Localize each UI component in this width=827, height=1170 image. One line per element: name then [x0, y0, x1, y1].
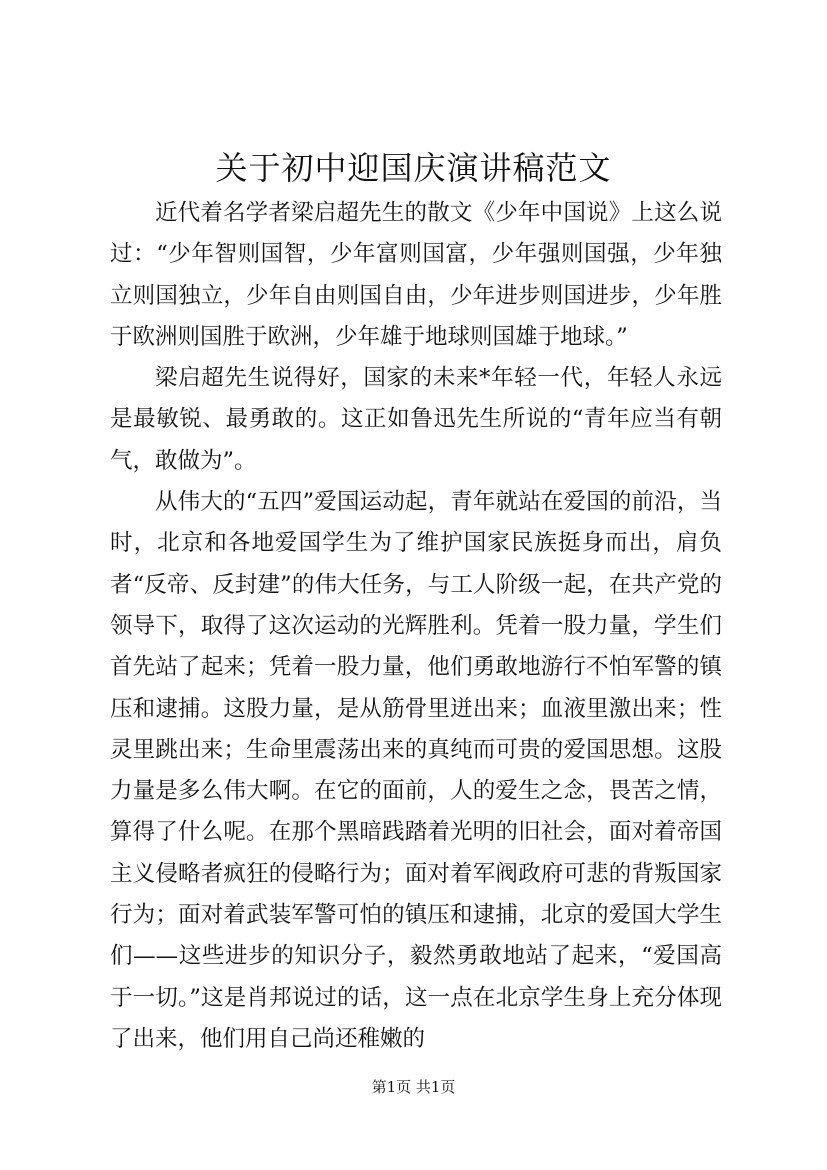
page-footer: 第1页 共1页: [371, 1078, 456, 1096]
paragraph: 从伟大的“五四”爱国运动起，青年就站在爱国的前沿，当时，北京和各地爱国学生为了维护国家民族挺身而出，肩负者“反帝、反封建”的伟大任务，与工人阶级一起，在共产党的领导下，取得了这次运动的光辉胜利。凭着一股力量，学生们首先站了起来；凭着一股力量，他们勇敢地游行不怕军警的镇压和逮捕。这股力量，是从筋骨里迸出来；血液里激出来；性灵里跳出来；生命里震荡出来的真纯而可贵的爱国思想。这股力量是多么伟大啊。在它的面前，人的爱生之念，畏苦之情，算得了什么呢。在那个黑暗践踏着光明的旧社会，面对着帝国主义侵略者疯狂的侵略行为；面对着军阀政府可悲的背叛国家行为；面对着武装军警可怕的镇压和逮捕，北京的爱国大学生们——这些进步的知识分子，毅然勇敢地站了起来，“爱国高于一切。”这是肖邦说过的话，这一点在北京学生身上充分体现了出来，他们用自己尚还稚嫩的: [110, 489, 722, 1052]
paragraph: 近代着名学者梁启超先生的散文《少年中国说》上这么说过：“少年智则国智，少年富则国富，少年强则国强，少年独立则国独立，少年自由则国自由，少年进步则国进步，少年胜于欧洲则国胜于欧洲，少年雄于地球则国雄于地球。”: [110, 200, 722, 350]
paragraph: 梁启超先生说得好，国家的未来*年轻一代，年轻人永远是最敏锐、最勇敢的。这正如鲁迅先生所说的“青年应当有朝气，敢做为”。: [110, 365, 722, 474]
document-body: [110, 193, 722, 1060]
document-title: 关于初中迎国庆演讲稿范文: [215, 149, 612, 187]
